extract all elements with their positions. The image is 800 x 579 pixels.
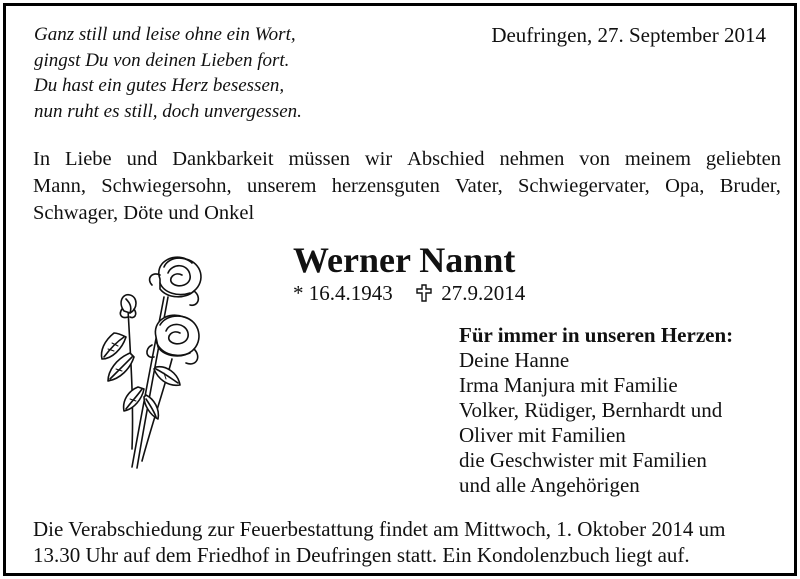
poem-line: gingst Du von deinen Lieben fort.: [34, 49, 290, 71]
deceased-name: Werner Nannt: [293, 240, 516, 280]
mourner-line: die Geschwister mit Familien: [459, 448, 707, 472]
intro-word: Mann,: [33, 175, 86, 197]
intro-word: Opa,: [665, 175, 705, 197]
intro-word: Schwiegersohn,: [101, 175, 232, 197]
mourners-heading: Für immer in unseren Herzen:: [459, 323, 734, 347]
place-date: Deufringen, 27. September 2014: [491, 23, 766, 47]
latin-cross-icon: [416, 284, 432, 302]
intro-line-1: [33, 146, 781, 173]
intro-word: unserem: [246, 175, 317, 197]
mourner-line: Deine Hanne: [459, 348, 570, 372]
rose-illustration: [94, 249, 226, 473]
intro-word: In: [33, 148, 51, 170]
intro-word: Abschied: [407, 148, 485, 170]
mourners-list: [459, 323, 733, 498]
mourner-line: Volker, Rüdiger, Bernhardt und: [459, 398, 723, 422]
intro-word: meinem: [624, 148, 691, 170]
intro-word: Schwiegervater,: [518, 175, 650, 197]
poem-line: nun ruht es still, doch unvergessen.: [34, 100, 302, 122]
intro-word: müssen: [288, 148, 350, 170]
birth-date: * 16.4.1943: [293, 281, 393, 305]
intro-word: von: [579, 148, 610, 170]
notice-line: Die Verabschiedung zur Feuerbestattung findet am Mittwoch, 1. Oktober 2014 um: [33, 517, 726, 541]
intro-word: herzensguten: [331, 175, 440, 197]
intro-word: und: [126, 148, 158, 170]
funeral-notice: [33, 516, 725, 568]
poem-line: Du hast ein gutes Herz besessen,: [34, 75, 285, 96]
intro-line-2: [33, 173, 781, 200]
mourner-line: und alle Angehörigen: [459, 473, 640, 497]
mourner-line: Irma Manjura mit Familie: [459, 373, 678, 397]
poem: [34, 22, 302, 124]
intro-word: nehmen: [499, 148, 565, 170]
intro-word: geliebten: [705, 148, 781, 170]
intro-word: Bruder,: [719, 175, 781, 197]
intro-word: Liebe: [64, 148, 112, 170]
intro-word: Dankbarkeit: [172, 148, 274, 170]
mourner-line: Oliver mit Familien: [459, 423, 626, 447]
intro-word: Vater,: [455, 175, 503, 197]
poem-line: Ganz still und leise ohne ein Wort,: [34, 24, 296, 45]
intro-line-3: Schwager, Döte und Onkel: [33, 202, 255, 224]
notice-line: 13.30 Uhr auf dem Friedhof in Deufringen statt. Ein Kondolenzbuch liegt auf.: [33, 543, 690, 567]
life-dates: [293, 280, 525, 306]
death-date: 27.9.2014: [441, 281, 526, 305]
intro-word: wir: [364, 148, 393, 170]
intro-paragraph: [33, 146, 781, 227]
obituary-frame: [3, 3, 797, 576]
